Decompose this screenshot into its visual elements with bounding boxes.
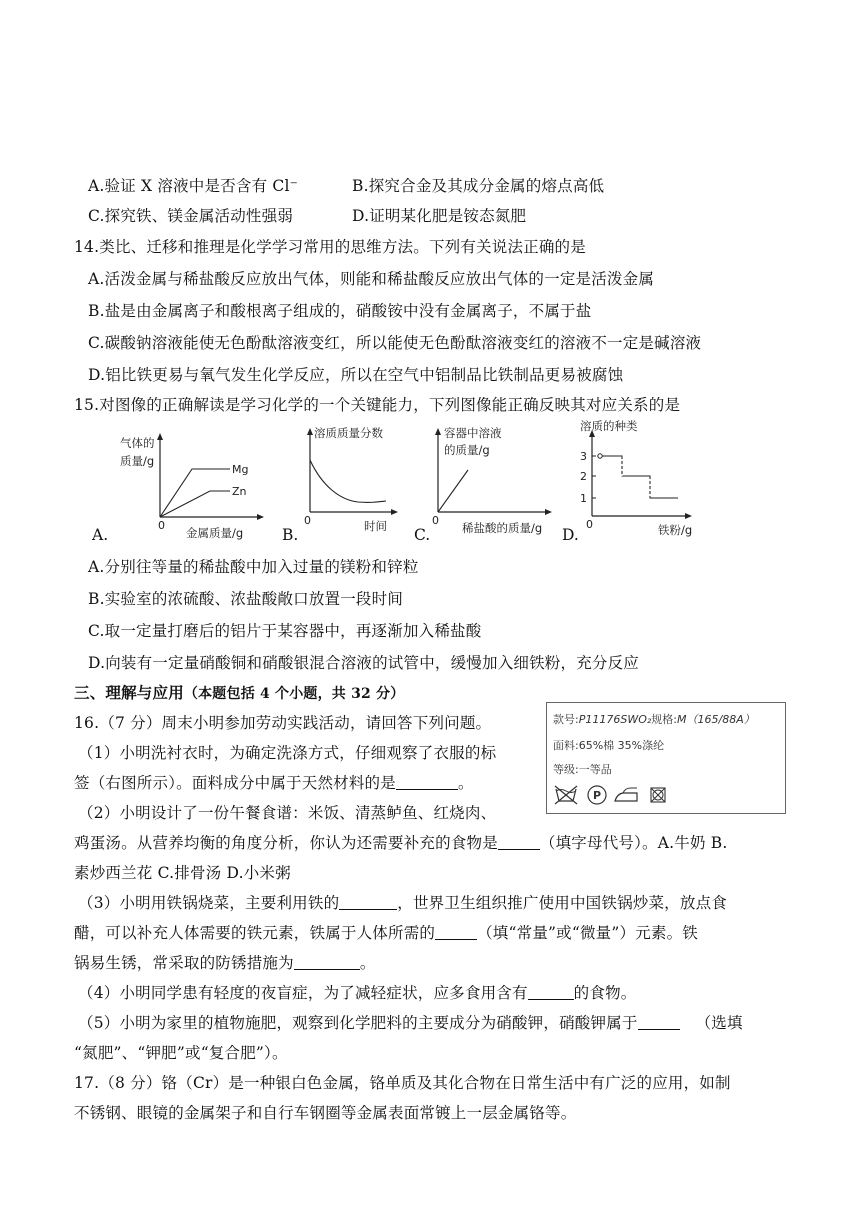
q16-p5-line2: “氮肥”、“钾肥”或“复合肥”）。 [74, 1044, 288, 1062]
chart-a-ylabel-2: 质量/g [120, 454, 155, 468]
care-icons [553, 783, 683, 807]
q16-answer-blank-1[interactable] [396, 775, 458, 790]
q16-p3-text-3: 醋，可以补充人体需要的铁元素，铁属于人体所需的 [74, 924, 436, 942]
q16-p2-line1: （2）小明设计了一份午餐食谱：米饭、清蒸鲈鱼、红烧肉、 [78, 804, 497, 822]
q14-stem: 14.类比、迁移和推理是化学学习常用的思维方法。下列有关说法正确的是 [74, 238, 586, 256]
chart-d-start-point [598, 454, 602, 458]
svg-text:P: P [593, 789, 602, 802]
label-grade-row [553, 761, 612, 777]
iron-icon [615, 788, 637, 801]
q13-option-d: D.证明某化肥是铵态氮肥 [352, 207, 527, 225]
label-model-prefix: 款号: [553, 713, 579, 726]
chart-d-ytick-1: 1 [580, 492, 587, 505]
q16-p2-line3: 素炒西兰花 C.排骨汤 D.小米粥 [74, 864, 291, 882]
label-fabric: 65%棉 35%涤纶 [578, 739, 665, 752]
q14-option-b: B.盐是由金属离子和酸根离子组成的，硝酸铵中没有金属离子，不属于盐 [88, 302, 592, 320]
chart-d-ytick-2: 2 [580, 470, 587, 483]
chart-c [428, 420, 558, 540]
dry-clean-p-icon [588, 786, 606, 804]
label-fabric-prefix: 面料: [553, 739, 579, 752]
chart-a-zn-line [160, 491, 230, 517]
label-fabric-row [553, 737, 664, 753]
q14-option-a: A.活泼金属与稀盐酸反应放出气体，则能和稀盐酸反应放出气体的一定是活泼金属 [88, 270, 655, 288]
chart-c-letter: C. [414, 526, 431, 544]
q16-p3-line2 [74, 922, 698, 944]
q15-option-b: B.实验室的浓硫酸、浓盐酸敞口放置一段时间 [88, 590, 404, 608]
no-wash-icon [555, 786, 577, 804]
q16-p3-text-4: （填“常量”或“微量”）元素。铁 [477, 924, 699, 942]
q16-p1-line2 [74, 772, 474, 794]
label-spec-prefix: 规格: [651, 713, 677, 726]
q15-option-d: D.向装有一定量硝酸铜和硝酸银混合溶液的试管中，缓慢加入细铁粉，充分反应 [88, 654, 640, 672]
chart-d-step-line [602, 456, 678, 498]
q16-stem: 16.（7 分）周末小明参加劳动实践活动，请回答下列问题。 [74, 714, 492, 732]
q16-p5-text-2: （选填 [695, 1014, 743, 1032]
q16-p3-text: （3）小明用铁锅烧菜，主要利用铁的 [78, 894, 340, 912]
q16-p1-end: 。 [457, 774, 474, 792]
chart-b-xlabel: 时间 [364, 519, 387, 533]
q13-option-b: B.探究合金及其成分金属的熔点高低 [352, 177, 605, 195]
chart-d-letter: D. [562, 526, 579, 544]
chart-d-ytick-3: 3 [580, 450, 587, 463]
section-3-title: 三、理解与应用 [74, 683, 184, 702]
chart-c-ylabel-2: 的质量/g [444, 443, 490, 457]
label-model-row [553, 711, 755, 727]
q16-p5-text: （5）小明为家里的植物施肥，观察到化学肥料的主要成分为硝酸钾，硝酸钾属于 [78, 1014, 638, 1032]
q16-answer-blank-3[interactable] [339, 895, 397, 910]
chart-d [574, 418, 704, 540]
chart-d-xlabel: 铁粉/g [658, 523, 693, 537]
label-model: P11176SWO₂ [578, 713, 652, 726]
q16-p1-text: 签（右图所示）。面料成分中属于天然材料的是 [74, 774, 396, 792]
q15-option-c: C.取一定量打磨后的铝片于某容器中，再逐渐加入稀盐酸 [88, 622, 482, 640]
q16-p2-line2 [74, 832, 728, 854]
chart-b [300, 420, 410, 538]
q16-p3-line1 [78, 892, 727, 914]
label-spec: M（165/88A） [677, 713, 755, 726]
q13-option-c: C.探究铁、镁金属活动性强弱 [88, 207, 294, 225]
chart-c-xlabel: 稀盐酸的质量/g [462, 521, 543, 535]
chart-a-origin: 0 [158, 519, 165, 532]
section-3-heading [74, 682, 404, 705]
chart-c-origin: 0 [432, 514, 439, 527]
chart-b-origin: 0 [304, 514, 311, 527]
chart-b-ylabel: 溶质质量分数 [314, 426, 383, 440]
q16-answer-blank-4[interactable] [435, 925, 477, 940]
chart-d-origin: 0 [586, 518, 593, 531]
label-grade: 一等品 [578, 763, 612, 776]
q16-p3-end: 。 [359, 954, 376, 972]
chart-a-xlabel: 金属质量/g [186, 526, 244, 540]
q16-answer-blank-5[interactable] [294, 955, 360, 970]
q17-line2: 不锈钢、眼镜的金属架子和自行车钢圈等金属表面常镀上一层金属铬等。 [74, 1104, 577, 1122]
q16-p2-choices: （填字母代号）。A.牛奶 B. [539, 834, 728, 852]
q17-line1: 17.（8 分）铬（Cr）是一种银白色金属，铬单质及其化合物在日常生活中有广泛的应用，如制 [74, 1074, 731, 1092]
chart-a-series-mg: Mg [232, 463, 249, 476]
chart-b-curve [310, 460, 386, 502]
q16-answer-blank-2[interactable] [498, 835, 540, 850]
q15-option-a: A.分别往等量的稀盐酸中加入过量的镁粉和锌粒 [88, 558, 419, 576]
chart-c-ylabel-1: 容器中溶液 [444, 426, 502, 440]
clothing-label [546, 702, 786, 814]
no-tumble-dry-icon [651, 788, 665, 802]
q16-p3-text-2: ，世界卫生组织推广使用中国铁锅炒菜，放点食 [397, 894, 727, 912]
q16-p4-end: 的食物。 [573, 984, 637, 1002]
q16-p1-line1: （1）小明洗衬衣时，为确定洗涤方式，仔细观察了衣服的标 [78, 744, 497, 762]
q16-p5-line1 [78, 1012, 743, 1034]
chart-b-letter: B. [282, 526, 299, 544]
q16-p4-text: （4）小明同学患有轻度的夜盲症，为了减轻症状，应多食用含有 [78, 984, 528, 1002]
q16-p3-text-5: 锅易生锈，常采取的防锈措施为 [74, 954, 294, 972]
q16-p4-line [78, 982, 636, 1004]
q13-option-a: A.验证 X 溶液中是否含有 Cl⁻ [88, 177, 299, 195]
section-3-note: （本题包括 4 个小题，共 32 分） [183, 686, 405, 702]
chart-d-ylabel: 溶质的种类 [580, 419, 638, 433]
q16-answer-blank-6[interactable] [528, 985, 574, 1000]
chart-c-line [438, 470, 468, 512]
q16-p3-line3 [74, 952, 376, 974]
chart-a-letter: A. [92, 526, 109, 544]
q14-option-d: D.铝比铁更易与氧气发生化学反应，所以在空气中铝制品比铁制品更易被腐蚀 [88, 366, 624, 384]
q16-answer-blank-7[interactable] [638, 1015, 680, 1030]
q14-option-c: C.碳酸钠溶液能使无色酚酞溶液变红，所以能使无色酚酞溶液变红的溶液不一定是碱溶液 [88, 334, 702, 352]
chart-a-ylabel-1: 气体的 [120, 436, 155, 450]
q16-p2-text: 鸡蛋汤。从营养均衡的角度分析，你认为还需要补充的食物是 [74, 834, 498, 852]
q15-stem: 15.对图像的正确解读是学习化学的一个关键能力，下列图像能正确反映其对应关系的是 [74, 396, 681, 414]
chart-a [118, 425, 278, 545]
chart-a-series-zn: Zn [232, 485, 247, 498]
label-grade-prefix: 等级: [553, 763, 579, 776]
chart-a-mg-line [160, 469, 230, 517]
